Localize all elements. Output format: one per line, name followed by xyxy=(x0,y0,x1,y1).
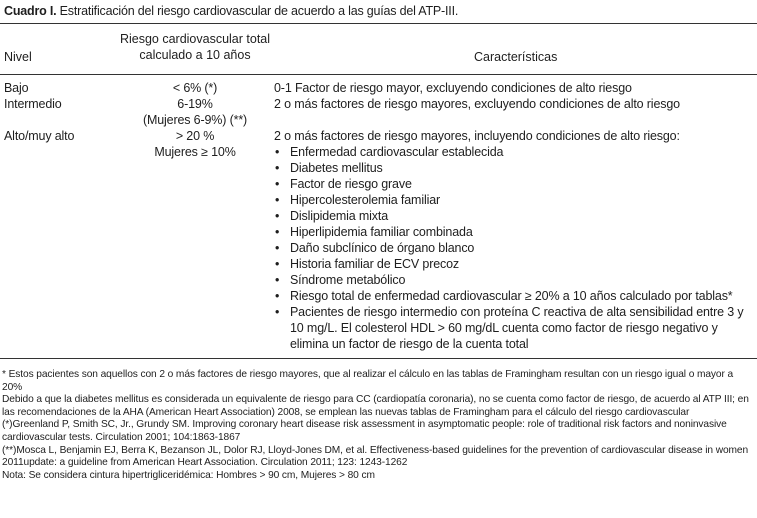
bullet-icon: • xyxy=(275,177,280,191)
bullet-icon: • xyxy=(275,241,280,255)
header-riesgo-line2: calculado a 10 años xyxy=(139,48,251,62)
row-nivel: Bajo xyxy=(4,81,29,95)
bullet-icon: • xyxy=(275,273,280,287)
row-nivel: Alto/muy alto xyxy=(4,129,75,143)
row-riesgo: 6-19% xyxy=(177,97,213,111)
caption-label: Cuadro I. xyxy=(4,4,57,18)
row-caracteristicas: 2 o más factores de riesgo mayores, excluyendo condiciones de alto riesgo xyxy=(274,97,680,111)
list-item-text: Daño subclínico de órgano blanco xyxy=(290,241,475,255)
row-riesgo-secondary: (Mujeres 6-9%) (**) xyxy=(142,113,248,127)
caption-text: Estratificación del riesgo cardiovascular de acuerdo a las guías del ATP-III. xyxy=(56,4,459,18)
list-item-text: Hiperlipidemia familiar combinada xyxy=(290,225,473,239)
list-item xyxy=(274,240,748,256)
list-item xyxy=(274,288,748,304)
list-item xyxy=(274,176,748,192)
list-item xyxy=(274,304,748,352)
footnote: * Estos pacientes son aquellos con 2 o más factores de riesgo mayores, que al realizar el cálculo en las tablas de Framingham resultan con un riesgo igual o mayor a 20% xyxy=(2,369,734,393)
bullet-icon: • xyxy=(275,145,280,159)
footnotes xyxy=(2,369,755,482)
footnote: (**)Mosca L, Benjamin EJ, Berra K, Bezanson JL, Dolor RJ, Lloyd-Jones DM, et al. Effectiveness-based guidelines for the prevention of cardiovascular disease in women 2011update: a guideline from American Heart Association. Circulation 2011; 123: 1243-1262 xyxy=(2,444,749,469)
list-item-text: Síndrome metabólico xyxy=(290,273,406,287)
list-item xyxy=(274,160,748,176)
bullet-icon: • xyxy=(275,193,280,207)
bullet-icon: • xyxy=(275,305,280,319)
bullet-icon: • xyxy=(275,289,280,303)
list-item-text: Diabetes mellitus xyxy=(290,161,383,175)
list-item-text: Enfermedad cardiovascular establecida xyxy=(290,145,504,159)
high-risk-conditions-list xyxy=(274,144,748,352)
footnote: Nota: Se considera cintura hipertrigliceridémica: Hombres > 90 cm, Mujeres > 80 cm xyxy=(2,469,375,481)
row-caracteristicas: 0-1 Factor de riesgo mayor, excluyendo condiciones de alto riesgo xyxy=(274,81,632,95)
header-riesgo-line1: Riesgo cardiovascular total xyxy=(119,32,271,46)
bullet-icon: • xyxy=(275,161,280,175)
list-item xyxy=(274,256,748,272)
list-item xyxy=(274,208,748,224)
header-nivel: Nivel xyxy=(4,50,32,64)
list-item xyxy=(274,192,748,208)
list-item-text: Pacientes de riesgo intermedio con proteína C reactiva de alta sensibilidad entre 3 y 10 mg/L. El colesterol HDL > 60 mg/dL cuenta como factor de riesgo negativo y elimina un factor de riesgo de la cuenta total xyxy=(290,305,744,351)
row-riesgo: < 6% (*) xyxy=(172,81,218,95)
list-item-text: Riesgo total de enfermedad cardiovascular ≥ 20% a 10 años calculado por tablas* xyxy=(290,289,733,303)
row-nivel: Intermedio xyxy=(4,97,62,111)
list-item-text: Historia familiar de ECV precoz xyxy=(290,257,460,271)
header-riesgo xyxy=(105,31,285,63)
top-rule xyxy=(0,23,757,24)
list-item xyxy=(274,224,748,240)
header-caracteristicas: Características xyxy=(474,50,558,64)
row-riesgo: > 20 % xyxy=(175,129,215,143)
bullet-icon: • xyxy=(275,257,280,271)
list-item-text: Hipercolesterolemia familiar xyxy=(290,193,441,207)
list-item-text: Dislipidemia mixta xyxy=(290,209,389,223)
header-rule xyxy=(0,74,757,75)
bottom-rule xyxy=(0,358,757,359)
list-item xyxy=(274,144,748,160)
list-item xyxy=(274,272,748,288)
list-item-text: Factor de riesgo grave xyxy=(290,177,412,191)
table-caption xyxy=(4,4,458,18)
row-riesgo-secondary: Mujeres ≥ 10% xyxy=(154,145,236,159)
bullet-icon: • xyxy=(275,225,280,239)
footnote: (*)Greenland P, Smith SC, Jr., Grundy SM. Improving coronary heart disease risk assessment in asymptomatic people: role of traditional risk factors and noninvasive cardiovascular tests. Circulation 2001; 104:1863-1867 xyxy=(2,419,727,443)
row-caracteristicas: 2 o más factores de riesgo mayores, incluyendo condiciones de alto riesgo: xyxy=(274,129,680,143)
bullet-icon: • xyxy=(275,209,280,223)
footnote: Debido a que la diabetes mellitus es considerada un equivalente de riesgo para CC (cardiopatía coronaria), no se cuenta como factor de riesgo, de acuerdo al ATP III; en las recomendaciones de la AHA (American Heart Association) 2008, se emplean las nuevas tablas de Framingham para el cálculo del riesgo cardiovascular xyxy=(2,394,749,418)
